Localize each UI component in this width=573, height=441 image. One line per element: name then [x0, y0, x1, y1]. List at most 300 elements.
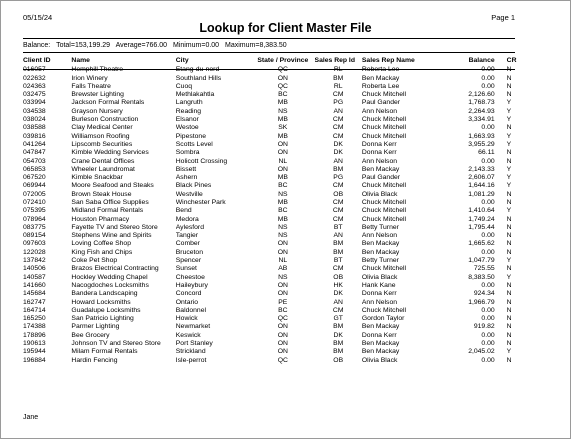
cr-cell: N [506, 298, 512, 306]
client-id-cell: 054703 [23, 157, 46, 165]
rep-id-cell: AN [333, 232, 343, 240]
cr-cell: N [506, 157, 512, 165]
table-row [23, 348, 519, 356]
balance-cell: 1,644.16 [468, 182, 495, 190]
city-cell: Sunset [175, 265, 197, 273]
rep-id-cell: BT [333, 223, 343, 231]
client-name-cell: Parmer Lighting [71, 323, 120, 331]
balance-cell: 1,081.29 [468, 190, 495, 198]
city-cell: Winchester Park [175, 199, 226, 206]
cr-cell: N [506, 281, 512, 289]
col-header-state: State / Province [257, 57, 309, 64]
rep-id-cell: BM [333, 248, 344, 256]
client-name-cell: Irion Winery [71, 74, 108, 82]
city-cell: Westoe [175, 124, 199, 132]
table-row [23, 282, 519, 290]
rep-name-cell: Ann Nelson [361, 107, 398, 115]
summary-divider [23, 52, 515, 53]
client-id-cell: 022632 [23, 74, 46, 82]
client-name-cell: Kimble Snackbar [71, 174, 123, 182]
client-name-cell: Guadalupe Locksmiths [71, 306, 141, 314]
state-cell: NL [278, 157, 288, 165]
rep-name-cell: Betty Turner [361, 223, 399, 231]
client-name-cell: Stephens Wine and Spirits [71, 232, 152, 240]
summary-minimum: Minimum=0.00 [172, 42, 220, 49]
rep-name-cell: Donna Kerr [361, 149, 397, 157]
rep-name-cell: Roberta Lee [361, 82, 400, 90]
cr-cell: Y [506, 140, 512, 148]
city-cell: Ontario [175, 298, 199, 306]
state-cell: AB [278, 265, 288, 273]
city-cell: Aylesford [175, 223, 204, 231]
table-row [23, 357, 519, 365]
state-cell: ON [277, 331, 288, 339]
city-cell: Keswick [175, 331, 201, 339]
rep-id-cell: DK [333, 331, 343, 339]
client-name-cell: Milam Formal Rentals [71, 348, 138, 356]
rep-id-cell: BM [333, 240, 344, 248]
cr-cell: N [506, 190, 512, 198]
table-row [23, 157, 519, 165]
client-id-cell: 164714 [23, 306, 46, 314]
state-cell: ON [277, 281, 288, 289]
city-cell: Holicott Crossing [175, 157, 228, 165]
balance-cell: 919.82 [473, 323, 495, 331]
balance-cell: 0.00 [481, 74, 495, 82]
rep-name-cell: Donna Kerr [361, 331, 397, 339]
table-row [23, 274, 519, 282]
city-cell: Strickland [175, 348, 206, 356]
city-cell: Westville [175, 190, 203, 198]
rep-name-cell: Chuck Mitchell [361, 265, 407, 273]
cr-cell: N [506, 74, 512, 82]
col-header-name: Name [71, 57, 90, 64]
client-id-cell: 097603 [23, 240, 46, 248]
cr-cell: Y [506, 348, 512, 356]
client-name-cell: Nacogdoches Locksmiths [71, 281, 149, 289]
city-cell: Southland Hills [175, 74, 222, 82]
rep-id-cell: BM [333, 74, 344, 82]
table-row [23, 199, 519, 207]
cr-cell: N [506, 315, 512, 323]
col-header-city: City [175, 57, 189, 64]
balance-cell: 0.00 [481, 248, 495, 256]
state-cell: NS [278, 223, 288, 231]
state-cell: ON [277, 165, 288, 173]
rep-name-cell: Chuck Mitchell [361, 116, 407, 124]
balance-cell: 1,749.24 [468, 215, 495, 223]
rep-name-cell: Ann Nelson [361, 157, 398, 165]
cr-cell: N [506, 306, 512, 314]
balance-cell: 1,768.73 [468, 99, 495, 107]
rep-name-cell: Ben Mackay [361, 240, 400, 248]
cr-cell: N [506, 66, 512, 74]
cr-cell: N [506, 82, 512, 90]
state-cell: MB [277, 99, 288, 107]
rep-id-cell: DK [333, 140, 343, 148]
city-cell: Bend [175, 207, 192, 215]
client-id-cell: 196884 [23, 356, 46, 364]
report-title: Lookup for Client Master File [199, 21, 372, 35]
balance-cell: 1,663.93 [468, 132, 495, 140]
cr-cell: Y [506, 273, 512, 281]
state-cell: PE [278, 298, 288, 306]
balance-summary [23, 42, 291, 49]
client-name-cell: Brown Steak House [71, 190, 132, 198]
city-cell: Sombra [175, 149, 200, 157]
col-header-client-id: Client ID [23, 57, 51, 64]
city-cell: Spencer [175, 257, 202, 265]
table-row [23, 191, 519, 199]
rep-id-cell: CM [332, 207, 344, 215]
client-name-cell: Loving Coffee Shop [71, 240, 131, 248]
client-id-cell: 041264 [23, 140, 46, 148]
rep-id-cell: AN [333, 157, 343, 165]
client-name-cell: San Patricio Lighting [71, 315, 134, 323]
city-cell: Bissett [175, 165, 197, 173]
city-cell: Black Pines [175, 182, 212, 190]
rep-id-cell: RL [333, 82, 343, 90]
cr-cell: N [506, 265, 512, 273]
city-cell: Reading [175, 107, 202, 115]
rep-name-cell: Chuck Mitchell [361, 215, 407, 223]
table-row [23, 149, 519, 157]
col-header-balance: Balance [468, 57, 495, 64]
state-cell: BC [278, 306, 288, 314]
rep-name-cell: Ben Mackay [361, 348, 400, 356]
rep-id-cell: DK [333, 290, 343, 298]
rep-id-cell: GT [333, 315, 343, 323]
rep-id-cell: CM [332, 199, 344, 206]
rep-name-cell: Gordon Taylor [361, 315, 405, 323]
rep-id-cell: CM [332, 116, 344, 124]
balance-cell: 0.00 [481, 157, 495, 165]
client-name-cell: Grayson Nursery [71, 107, 123, 115]
balance-cell: 1,047.79 [468, 257, 495, 265]
client-name-cell: Hardin Fencing [71, 356, 118, 364]
client-id-cell: 072005 [23, 190, 46, 198]
state-cell: MB [277, 174, 288, 182]
state-cell: ON [277, 74, 288, 82]
state-cell: ON [277, 140, 288, 148]
balance-cell: 0.00 [481, 281, 495, 289]
rep-id-cell: OB [333, 273, 344, 281]
client-id-cell: 141660 [23, 281, 46, 289]
state-cell: NS [278, 190, 288, 198]
rep-id-cell: CM [332, 132, 344, 140]
table-row [23, 216, 519, 224]
cr-cell: N [506, 199, 512, 206]
rep-name-cell: Ben Mackay [361, 165, 400, 173]
state-cell: MB [277, 132, 288, 140]
city-cell: Port Stanley [175, 340, 213, 348]
rep-name-cell: Ben Mackay [361, 323, 400, 331]
cr-cell: N [506, 290, 512, 298]
city-cell: Medora [175, 215, 199, 223]
client-id-cell: 190613 [23, 340, 46, 348]
cr-cell: N [506, 124, 512, 132]
client-name-cell: King Fish and Chips [71, 248, 133, 256]
cr-cell: N [506, 356, 512, 364]
cr-cell: N [506, 331, 512, 339]
city-cell: Pipestone [175, 132, 206, 140]
rep-name-cell: Chuck Mitchell [361, 124, 407, 132]
rep-id-cell: CM [332, 215, 344, 223]
rep-id-cell: DK [333, 149, 343, 157]
client-name-cell: Bee Grocery [71, 331, 110, 339]
balance-cell: 2,126.60 [468, 91, 495, 99]
table-row [23, 257, 519, 265]
rep-id-cell: CM [332, 91, 344, 99]
client-id-cell: 024363 [23, 82, 46, 90]
rep-id-cell: BM [333, 165, 344, 173]
client-id-cell: 140587 [23, 273, 46, 281]
cr-cell: N [506, 215, 512, 223]
table-row [23, 124, 519, 132]
balance-cell: 2,264.93 [468, 107, 495, 115]
city-cell: Methlakahtla [175, 91, 215, 99]
table-row [23, 83, 519, 91]
balance-cell: 0.00 [481, 356, 495, 364]
table-row [23, 249, 519, 257]
rep-name-cell: Betty Turner [361, 257, 399, 265]
table-row [23, 299, 519, 307]
client-id-cell: 038588 [23, 124, 46, 132]
city-cell: Newmarket [175, 323, 211, 331]
city-cell: Cheestoe [175, 273, 205, 281]
city-cell: Concord [175, 290, 202, 298]
client-name-cell: Howard Locksmiths [71, 298, 131, 306]
summary-label: Balance: [23, 42, 51, 49]
table-row [23, 323, 519, 331]
rep-name-cell: Chuck Mitchell [361, 91, 407, 99]
cr-cell: N [506, 149, 512, 157]
rep-id-cell: BM [333, 323, 344, 331]
client-table [23, 57, 519, 365]
rep-id-cell: PG [333, 174, 344, 182]
cr-cell: Y [506, 99, 512, 107]
cr-cell: N [506, 340, 512, 348]
rep-name-cell: Olivia Black [361, 273, 398, 281]
summary-average: Average=766.00 [115, 42, 168, 49]
client-id-cell: 165250 [23, 315, 46, 323]
cr-cell: Y [506, 107, 512, 115]
rep-name-cell: Roberta Lee [361, 66, 400, 74]
col-header-rep-name: Sales Rep Name [361, 57, 415, 64]
balance-cell: 924.34 [473, 290, 495, 298]
rep-name-cell: Donna Kerr [361, 140, 397, 148]
city-cell: Etang-du-nord [175, 66, 220, 74]
city-cell: Tangier [175, 232, 199, 240]
col-header-cr: CR [506, 57, 517, 64]
table-row [23, 141, 519, 149]
balance-cell: 0.00 [481, 232, 495, 240]
header-divider [23, 69, 515, 70]
state-cell: BC [278, 182, 288, 190]
balance-cell: 2,045.02 [468, 348, 495, 356]
balance-cell: 2,606.07 [468, 174, 495, 182]
client-id-cell: 195944 [23, 348, 46, 356]
rep-name-cell: Chuck Mitchell [361, 207, 407, 215]
state-cell: ON [277, 323, 288, 331]
state-cell: MB [277, 116, 288, 124]
table-row [23, 99, 519, 107]
state-cell: ON [277, 248, 288, 256]
rep-name-cell: Olivia Black [361, 190, 398, 198]
client-id-cell: 178896 [23, 331, 46, 339]
state-cell: BC [278, 207, 288, 215]
report-date: 05/15/24 [23, 13, 53, 22]
client-name-cell: Fayette TV and Stereo Store [71, 223, 158, 231]
client-id-cell: 078964 [23, 215, 46, 223]
client-id-cell: 089154 [23, 232, 46, 240]
city-cell: Haileybury [175, 281, 208, 289]
state-cell: NS [278, 232, 288, 240]
rep-name-cell: Paul Gander [361, 174, 401, 182]
client-name-cell: Jackson Formal Rentals [71, 99, 145, 107]
client-id-cell: 065853 [23, 165, 46, 173]
client-name-cell: Coke Pet Shop [71, 257, 118, 265]
cr-cell: Y [506, 182, 512, 190]
state-cell: NL [278, 257, 288, 265]
rep-name-cell: Chuck Mitchell [361, 132, 407, 140]
balance-cell: 2,143.33 [468, 165, 495, 173]
table-row [23, 240, 519, 248]
state-cell: QC [277, 356, 288, 364]
rep-id-cell: AN [333, 107, 343, 115]
rep-id-cell: BT [333, 257, 343, 265]
client-name-cell: Crane Dental Offices [71, 157, 135, 165]
client-name-cell: Falls Theatre [71, 82, 111, 90]
balance-cell: 0.00 [481, 199, 495, 206]
city-cell: Ashern [175, 174, 198, 182]
table-row [23, 332, 519, 340]
city-cell: Cuoq [175, 82, 193, 90]
rep-name-cell: Ann Nelson [361, 298, 398, 306]
balance-cell: 3,334.91 [468, 116, 495, 124]
cr-cell: Y [506, 132, 512, 140]
rep-id-cell: CM [332, 306, 344, 314]
table-row [23, 307, 519, 315]
cr-cell: Y [506, 257, 512, 265]
balance-cell: 0.00 [481, 66, 495, 74]
rep-name-cell: Hank Kane [361, 281, 396, 289]
client-id-cell: 162747 [23, 298, 46, 306]
table-row [23, 166, 519, 174]
client-id-cell: 174388 [23, 323, 46, 331]
balance-cell: 0.00 [481, 315, 495, 323]
balance-cell: 0.00 [481, 124, 495, 132]
balance-cell: 0.00 [481, 340, 495, 348]
cr-cell: N [506, 240, 512, 248]
summary-total: Total=153,199.29 [56, 42, 110, 49]
state-cell: QC [277, 82, 288, 90]
client-id-cell: 122028 [23, 248, 46, 256]
table-header-row [23, 57, 519, 66]
rep-id-cell: RL [333, 66, 343, 74]
cr-cell: N [506, 223, 512, 231]
client-name-cell: Lipscomb Securities [71, 140, 133, 148]
rep-id-cell: PG [333, 99, 344, 107]
table-row [23, 108, 519, 116]
rep-id-cell: OB [333, 190, 344, 198]
client-name-cell: Brewster Lighting [71, 91, 124, 99]
client-id-cell: 038024 [23, 116, 46, 124]
table-row [23, 290, 519, 298]
city-cell: Comber [175, 240, 200, 248]
balance-cell: 3,955.29 [468, 140, 495, 148]
state-cell: NS [278, 107, 288, 115]
client-name-cell: Hockley Wedding Chapel [71, 273, 148, 281]
state-cell: ON [277, 348, 288, 356]
client-id-cell: 137842 [23, 257, 46, 265]
balance-cell: 1,665.62 [468, 240, 495, 248]
client-id-cell: 047847 [23, 149, 46, 157]
client-name-cell: Clay Medical Center [71, 124, 133, 132]
footer-user: Jane [23, 414, 39, 421]
rep-id-cell: BM [333, 348, 344, 356]
rep-id-cell: CM [332, 182, 344, 190]
cr-cell: N [506, 323, 512, 331]
col-header-rep-id: Sales Rep Id [314, 57, 355, 64]
rep-id-cell: HK [333, 281, 343, 289]
table-row [23, 224, 519, 232]
client-id-cell: 145684 [23, 290, 46, 298]
client-id-cell: 069944 [23, 182, 46, 190]
client-id-cell: 083775 [23, 223, 46, 231]
client-id-cell: 067520 [23, 174, 46, 182]
rep-name-cell: Ben Mackay [361, 248, 400, 256]
rep-name-cell: Chuck Mitchell [361, 306, 407, 314]
client-id-cell: 039816 [23, 132, 46, 140]
city-cell: Elsanor [175, 116, 199, 124]
cr-cell: N [506, 248, 512, 256]
cr-cell: Y [506, 165, 512, 173]
balance-cell: 8,383.50 [468, 273, 495, 281]
client-id-cell: 016057 [23, 66, 46, 74]
city-cell: Bruceton [175, 248, 203, 256]
table-row [23, 75, 519, 83]
state-cell: BC [278, 91, 288, 99]
client-name-cell: Midland Formal Rentals [71, 207, 144, 215]
city-cell: Scotts Level [175, 140, 213, 148]
rep-name-cell: Ben Mackay [361, 74, 400, 82]
rep-id-cell: AN [333, 298, 343, 306]
client-name-cell: Wheeler Laundromat [71, 165, 135, 173]
page-number: Page 1 [491, 13, 515, 22]
balance-cell: 1,795.44 [468, 223, 495, 231]
table-row [23, 182, 519, 190]
state-cell: SK [278, 124, 288, 132]
client-name-cell: Bandera Landscaping [71, 290, 138, 298]
state-cell: ON [277, 240, 288, 248]
rep-name-cell: Chuck Mitchell [361, 199, 407, 206]
state-cell: MB [277, 199, 288, 206]
table-row [23, 91, 519, 99]
state-cell: NS [278, 273, 288, 281]
client-name-cell: San Saba Office Supplies [71, 199, 149, 206]
rep-id-cell: CM [332, 265, 344, 273]
client-name-cell: Hemphill Theatre [71, 66, 124, 74]
balance-cell: 1,410.64 [468, 207, 495, 215]
summary-maximum: Maximum=8,383.50 [225, 42, 287, 49]
table-row [23, 66, 519, 74]
client-id-cell: 034538 [23, 107, 46, 115]
client-name-cell: Moore Seafood and Steaks [71, 182, 154, 190]
rep-name-cell: Ann Nelson [361, 232, 398, 240]
table-row [23, 116, 519, 124]
client-id-cell: 032475 [23, 91, 46, 99]
